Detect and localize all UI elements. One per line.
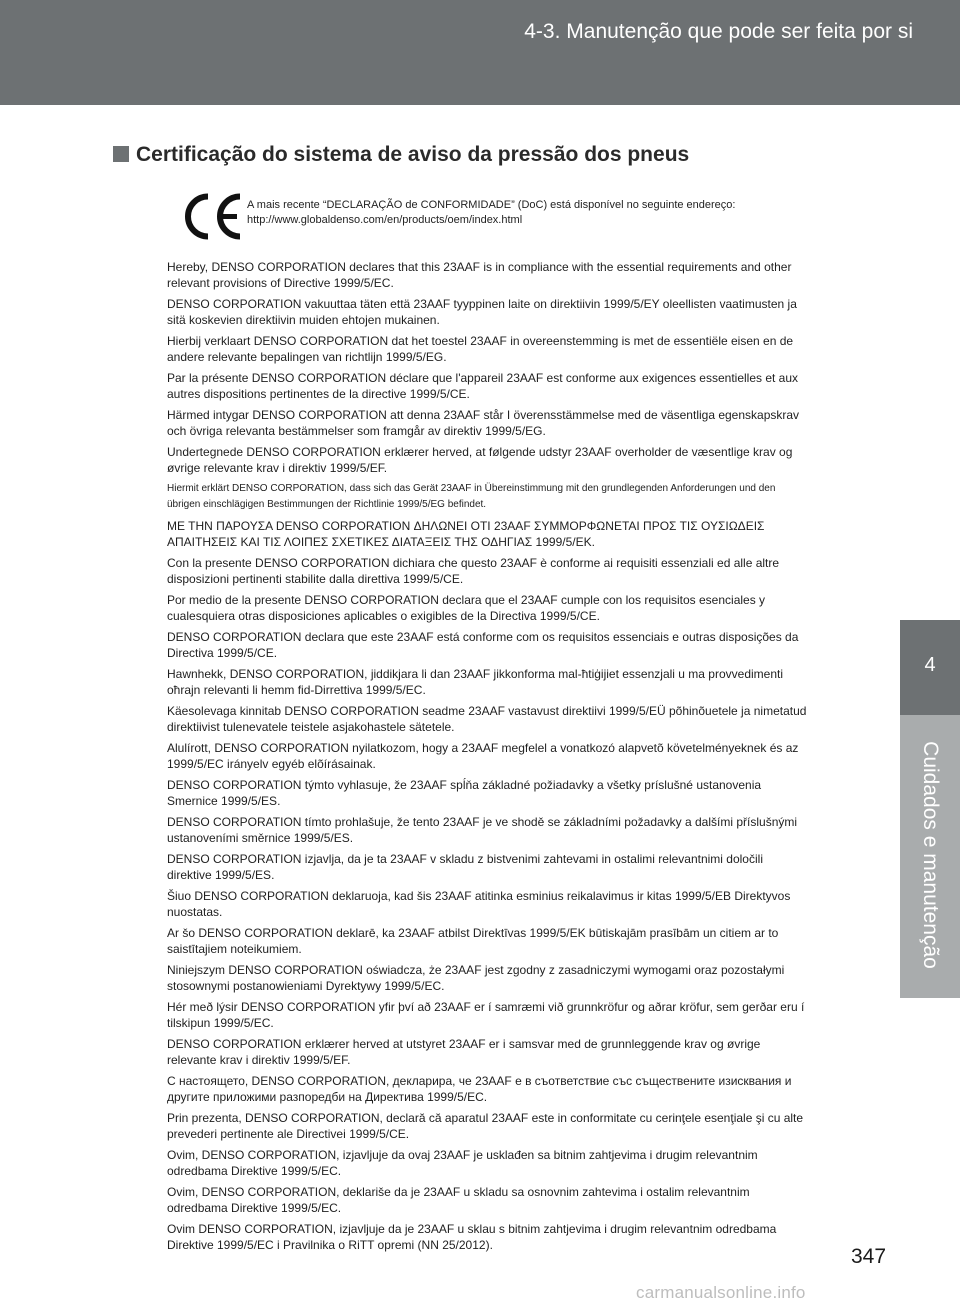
doc-availability-notice	[247, 198, 807, 228]
header-bar	[0, 0, 960, 105]
declaration-el: ΜΕ ΤΗΝ ΠΑΡΟΥΣΑ DENSO CORPORATION ΔΗΛΩΝΕΙ ΟΤΙ 23AAF ΣΥΜΜΟΡΦΩΝΕΤΑΙ ΠΡΟΣ ΤΙΣ ΟΥΣΙΩΔΕΙΣ ΑΠΑΙΤΗΣΕΙΣ ΚΑΙ ΤΙΣ ΛΟΙΠΕΣ ΣΧΕΤΙΚΕΣ ΔΙΑΤΑΞΕΙΣ ΤΗΣ ΟΔΗΓΙΑΣ 1999/5/ΕΚ.	[167, 519, 765, 549]
declaration-sl: DENSO CORPORATION izjavlja, da je ta 23AAF v skladu z bistvenimi zahtevami in ostalimi relevantnimi določili direktive 1999/5/ES.	[167, 852, 763, 882]
chapter-side-label: Cuidados e manutenção	[919, 741, 942, 969]
declaration-lv: Ar šo DENSO CORPORATION deklarē, ka 23AAF atbilst Direktīvas 1999/5/EK būtiskajām prasībām un citiem ar to saistītajiem noteikumiem.	[167, 926, 779, 956]
ce-mark-icon	[179, 193, 243, 240]
chapter-tab	[900, 620, 960, 715]
declaration-fr: Par la présente DENSO CORPORATION déclare que l'appareil 23AAF est conforme aux exigences essentielles et aux autres dispositions pertinentes de la directive 1999/5/CE.	[167, 371, 799, 401]
section-title: Certificação do sistema de aviso da pressão dos pneus	[136, 143, 690, 166]
declaration-it: Con la presente DENSO CORPORATION dichiara che questo 23AAF è conforme ai requisiti essenziali ed alle altre disposizioni pertinenti stabilite dalla direttiva 1999/5/CE.	[167, 556, 780, 586]
declaration-ro: Prin prezenta, DENSO CORPORATION, declară că aparatul 23AAF este in conformitate cu cerinţele esenţiale şi cu alte prevederi pertinente ale Directivei 1999/5/CE.	[167, 1111, 804, 1141]
declaration-hr: Ovim DENSO CORPORATION, izjavljuje da je 23AAF u sklau s bitnim zahtjevima i drugim relevantnim odredbama Direktive 1999/5/EC i Pravilnika o RiTT opremi (NN 25/2012).	[167, 1222, 777, 1252]
declaration-no: DENSO CORPORATION erklærer herved at utstyret 23AAF er i samsvar med de grunnleggende krav og øvrige relevante krav i direktiv 1999/5/EF.	[167, 1037, 761, 1067]
declaration-et: Käesolevaga kinnitab DENSO CORPORATION seadme 23AAF vastavust direktiivi 1999/5/EÜ põhinõuetele ja nimetatud direktiivist tulenevatele teistele asjakohastele sätetele.	[167, 704, 807, 734]
chapter-title: 4-3. Manutenção que pode ser feita por si	[524, 20, 913, 43]
declaration-fi: DENSO CORPORATION vakuuttaa täten että 23AAF tyyppinen laite on direktiivin 1999/5/EY oleellisten vaatimusten ja sitä koskevien direktiivin muiden ehtojen mukainen.	[167, 297, 797, 327]
doc-notice-text: A mais recente “DECLARAÇÃO de CONFORMIDADE” (DoC) está disponível no seguinte endereço:	[247, 199, 736, 211]
declaration-sr: Ovim, DENSO CORPORATION, deklariše da je 23AAF u skladu sa osnovnim zahtevima i ostalim relevantnim odredbama Direktive 1999/5/EC.	[167, 1185, 750, 1215]
filled-square-icon	[113, 146, 129, 162]
declaration-pt: DENSO CORPORATION declara que este 23AAF está conforme com os requisitos essenciais e outras disposições da Directiva 1999/5/CE.	[167, 630, 799, 660]
declaration-da: Undertegnede DENSO CORPORATION erklærer herved, at følgende udstyr 23AAF overholder de væsentlige krav og øvrige relevante krav i direktiv 1999/5/EF.	[167, 445, 793, 475]
declaration-en: Hereby, DENSO CORPORATION declares that this 23AAF is in compliance with the essential requirements and other relevant provisions of Directive 1999/5/EC.	[167, 260, 792, 290]
chapter-number: 4	[924, 654, 936, 676]
conformity-declarations	[167, 259, 807, 1258]
declaration-de: Hiermit erklärt DENSO CORPORATION, dass sich das Gerät 23AAF in Übereinstimmung mit den grundlegenden Anforderungen und den übrigen einschlägigen Bestimmungen der Richtlinie 1999/5/EG befindet.	[167, 483, 776, 510]
declaration-pl: Niniejszym DENSO CORPORATION oświadcza, że 23AAF jest zgodny z zasadniczymi wymogami oraz pozostałymi stosownymi postanowieniami Dyrektywy 1999/5/EC.	[167, 963, 785, 993]
declaration-hu: Alulírott, DENSO CORPORATION nyilatkozom, hogy a 23AAF megfelel a vonatkozó alapvetõ követelményeknek és az 1999/5/EC irányelv egyéb elõírásainak.	[167, 741, 799, 771]
declaration-nl: Hierbij verklaart DENSO CORPORATION dat het toestel 23AAF in overeenstemming is met de essentiële eisen en de andere relevante bepalingen van richtlijn 1999/5/EG.	[167, 334, 794, 364]
declaration-bs: Ovim, DENSO CORPORATION, izjavljuje da ovaj 23AAF je usklađen sa bitnim zahtjevima i drugim relevantnim odredbama Direktive 1999/5/EC.	[167, 1148, 758, 1178]
doc-url-link[interactable]: http://www.globaldenso.com/en/products/oem/index.html	[247, 214, 523, 226]
page-number: 347	[851, 1245, 887, 1268]
declaration-bg: С настоящето, DENSO CORPORATION, декларира, че 23AAF е в съответствие със съществените изисквания и другите приложими разпоредби на Директива 1999/5/ЕС.	[167, 1074, 792, 1104]
chapter-side-strip	[900, 715, 960, 998]
watermark: carmanualsonline.info	[636, 1283, 806, 1302]
declaration-sv: Härmed intygar DENSO CORPORATION att denna 23AAF står I överensstämmelse med de väsentliga egenskapskrav och övriga relevanta bestämmelser som framgår av direktiv 1999/5/EG.	[167, 408, 800, 438]
declaration-mt: Hawnhekk, DENSO CORPORATION, jiddikjara li dan 23AAF jikkonforma mal-ħtiġijiet essenzjali u ma provvedimenti oħrajn relevanti li hemm fid-Dirrettiva 1999/5/EC.	[167, 667, 783, 697]
declaration-is: Hér með lýsir DENSO CORPORATION yfir því að 23AAF er í samræmi við grunnkröfur og aðrar kröfur, sem gerðar eru í tilskipun 1999/5/EC.	[167, 1000, 805, 1030]
declaration-lt: Šiuo DENSO CORPORATION deklaruoja, kad šis 23AAF atitinka esminius reikalavimus ir kitas 1999/5/EB Direktyvos nuostatas.	[167, 889, 791, 919]
declaration-es: Por medio de la presente DENSO CORPORATION declara que el 23AAF cumple con los requisitos esenciales y cualesquiera otras disposiciones aplicables o exigibles de la Directiva 1999/5/CE.	[167, 593, 766, 623]
section-heading	[113, 143, 689, 167]
declaration-cs: DENSO CORPORATION tímto prohlašuje, že tento 23AAF je ve shodě se základními požadavky a dalšími příslušnými ustanoveními směrnice 1999/5/ES.	[167, 815, 798, 845]
declaration-sk: DENSO CORPORATION týmto vyhlasuje, že 23AAF spĺňa základné požiadavky a všetky príslušné ustanovenia Smernice 1999/5/ES.	[167, 778, 762, 808]
